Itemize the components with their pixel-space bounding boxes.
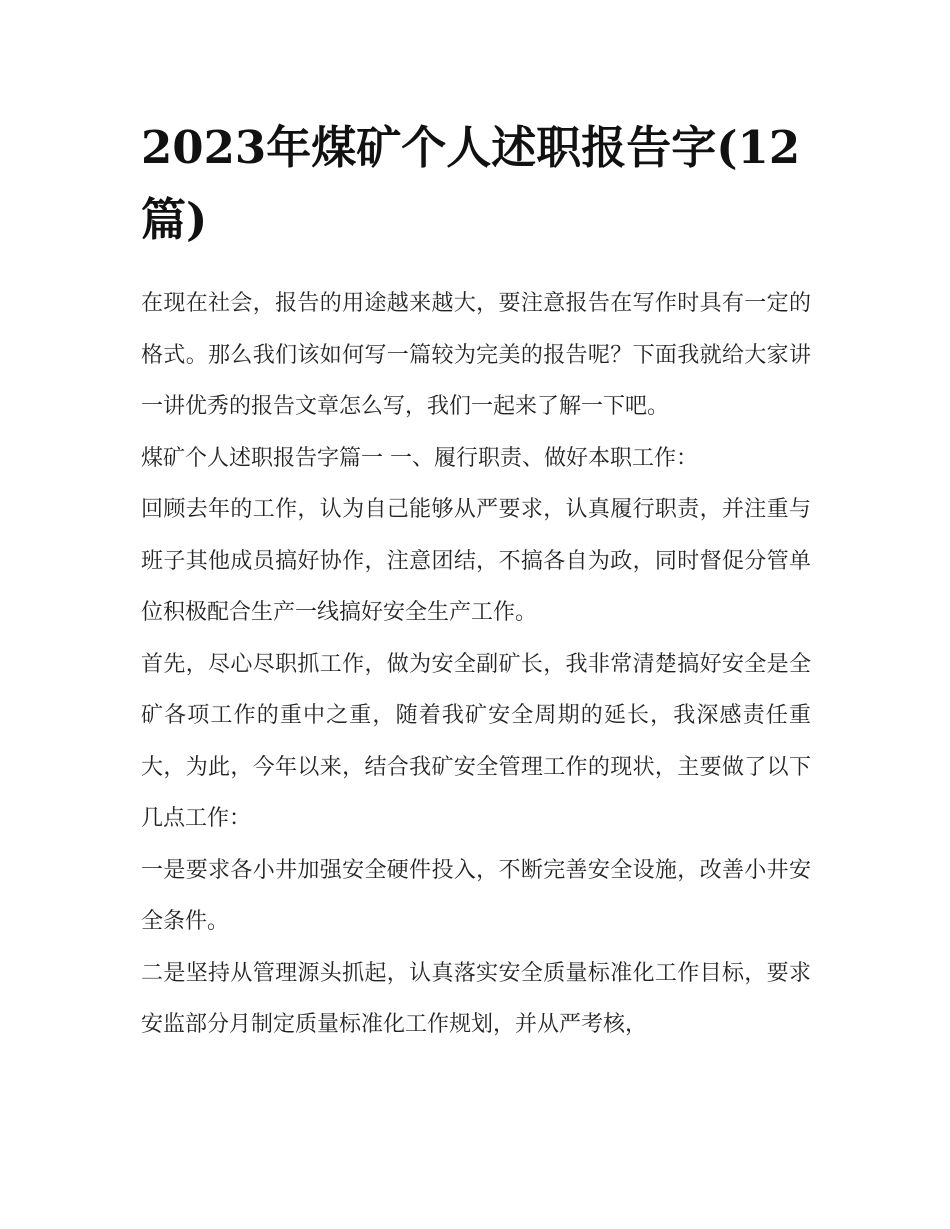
paragraph-section-heading: 煤矿个人述职报告字篇一 一、履行职责、做好本职工作： <box>141 445 698 471</box>
document-body <box>141 278 811 1051</box>
paragraph-intro: 在现在社会，报告的用途越来越大，要注意报告在写作时具有一定的格式。那么我们该如何写一篇较为完美的报告呢？下面我就给大家讲一讲优秀的报告文章怎么写，我们一起来了解一下吧。 <box>141 291 811 419</box>
paragraph-point-two: 二是坚持从管理源头抓起，认真落实安全质量标准化工作目标，要求安监部分月制定质量标准化工作规划，并从严考核， <box>141 960 811 1037</box>
document-title: 2023年煤矿个人述职报告字(12篇) <box>141 121 801 246</box>
paragraph-review: 回顾去年的工作，认为自己能够从严要求，认真履行职责，并注重与班子其他成员搞好协作，注意团结，不搞各自为政，同时督促分管单位积极配合生产一线搞好安全生产工作。 <box>141 497 811 625</box>
document-page <box>141 112 811 1051</box>
paragraph-point-one: 一是要求各小井加强安全硬件投入，不断完善安全设施，改善小井安全条件。 <box>141 857 811 934</box>
paragraph-safety: 首先，尽心尽职抓工作，做为安全副矿长，我非常清楚搞好安全是全矿各项工作的重中之重，随着我矿安全周期的延长，我深感责任重大，为此，今年以来，结合我矿安全管理工作的现状，主要做了以下几点工作： <box>141 651 811 831</box>
